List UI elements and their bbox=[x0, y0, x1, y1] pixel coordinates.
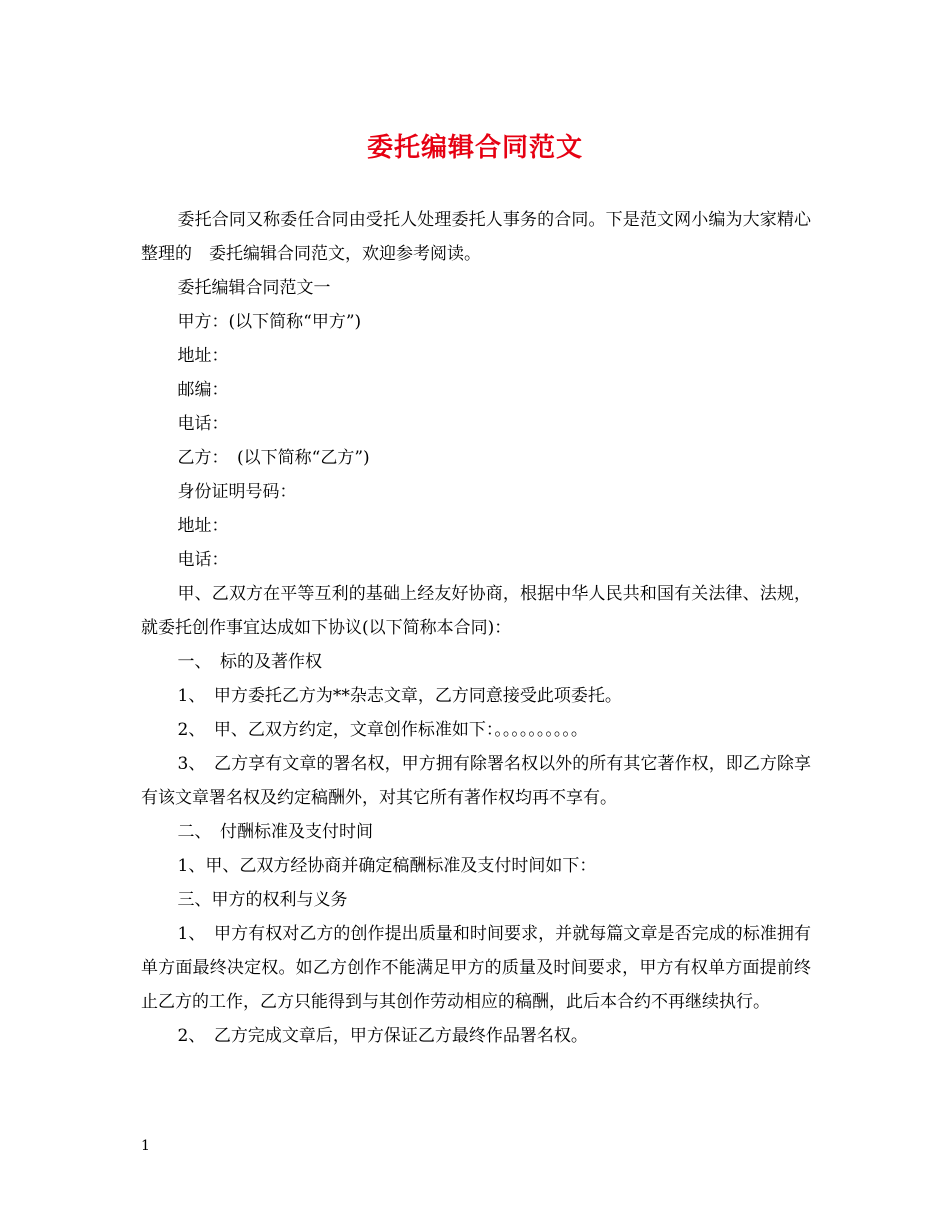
agreement-preamble: 甲、乙双方在平等互利的基础上经友好协商，根据中华人民共和国有关法律、法规，就委托创作事宜达成如下协议(以下简称本合同)： bbox=[141, 584, 811, 638]
paragraph-sample-heading: 委托编辑合同范文一 bbox=[177, 278, 331, 298]
section-1-heading: 一、 标的及著作权 bbox=[177, 652, 323, 672]
section-2-heading: 二、 付酬标准及支付时间 bbox=[177, 822, 374, 842]
document-title: 委托编辑合同范文 bbox=[366, 133, 583, 163]
section-2-clause-1: 1、甲、乙双方经协商并确定稿酬标准及支付时间如下： bbox=[177, 856, 597, 876]
page-number: 1 bbox=[141, 1138, 150, 1154]
section-3-clause-1: 1、 甲方有权对乙方的创作提出质量和时间要求，并就每篇文章是否完成的标准拥有单方面最终决定权。如乙方创作不能满足甲方的质量及时间要求，甲方有权单方面提前终止乙方的工作，乙方只能得到与其创作劳动相应的稿酬，此后本合约不再继续执行。 bbox=[141, 924, 811, 1012]
document-body bbox=[141, 203, 811, 1053]
party-a-postcode: 邮编： bbox=[177, 380, 229, 400]
section-3-clause-2: 2、 乙方完成文章后，甲方保证乙方最终作品署名权。 bbox=[177, 1026, 588, 1046]
party-a-phone: 电话： bbox=[177, 414, 229, 434]
section-1-clause-2: 2、 甲、乙双方约定，文章创作标准如下：。。。。。。。。。。 bbox=[177, 720, 588, 740]
party-b-line: 乙方： (以下简称“乙方”) bbox=[177, 448, 370, 468]
party-b-phone: 电话： bbox=[177, 550, 229, 570]
party-a-line: 甲方：(以下简称“甲方”) bbox=[177, 312, 362, 332]
party-b-address: 地址： bbox=[177, 516, 229, 536]
paragraph-intro: 委托合同又称委任合同由受托人处理委托人事务的合同。下是范文网小编为大家精心整理的 委托编辑合同范文，欢迎参考阅读。 bbox=[141, 210, 811, 264]
section-1-clause-3: 3、 乙方享有文章的署名权，甲方拥有除署名权以外的所有其它著作权，即乙方除享有该文章署名权及约定稿酬外，对其它所有著作权均再不享有。 bbox=[141, 754, 811, 808]
party-b-id-number: 身份证明号码： bbox=[177, 482, 297, 502]
party-a-address: 地址： bbox=[177, 346, 229, 366]
section-1-clause-1: 1、 甲方委托乙方为**杂志文章，乙方同意接受此项委托。 bbox=[177, 686, 622, 706]
section-3-heading: 三、甲方的权利与义务 bbox=[177, 890, 348, 910]
